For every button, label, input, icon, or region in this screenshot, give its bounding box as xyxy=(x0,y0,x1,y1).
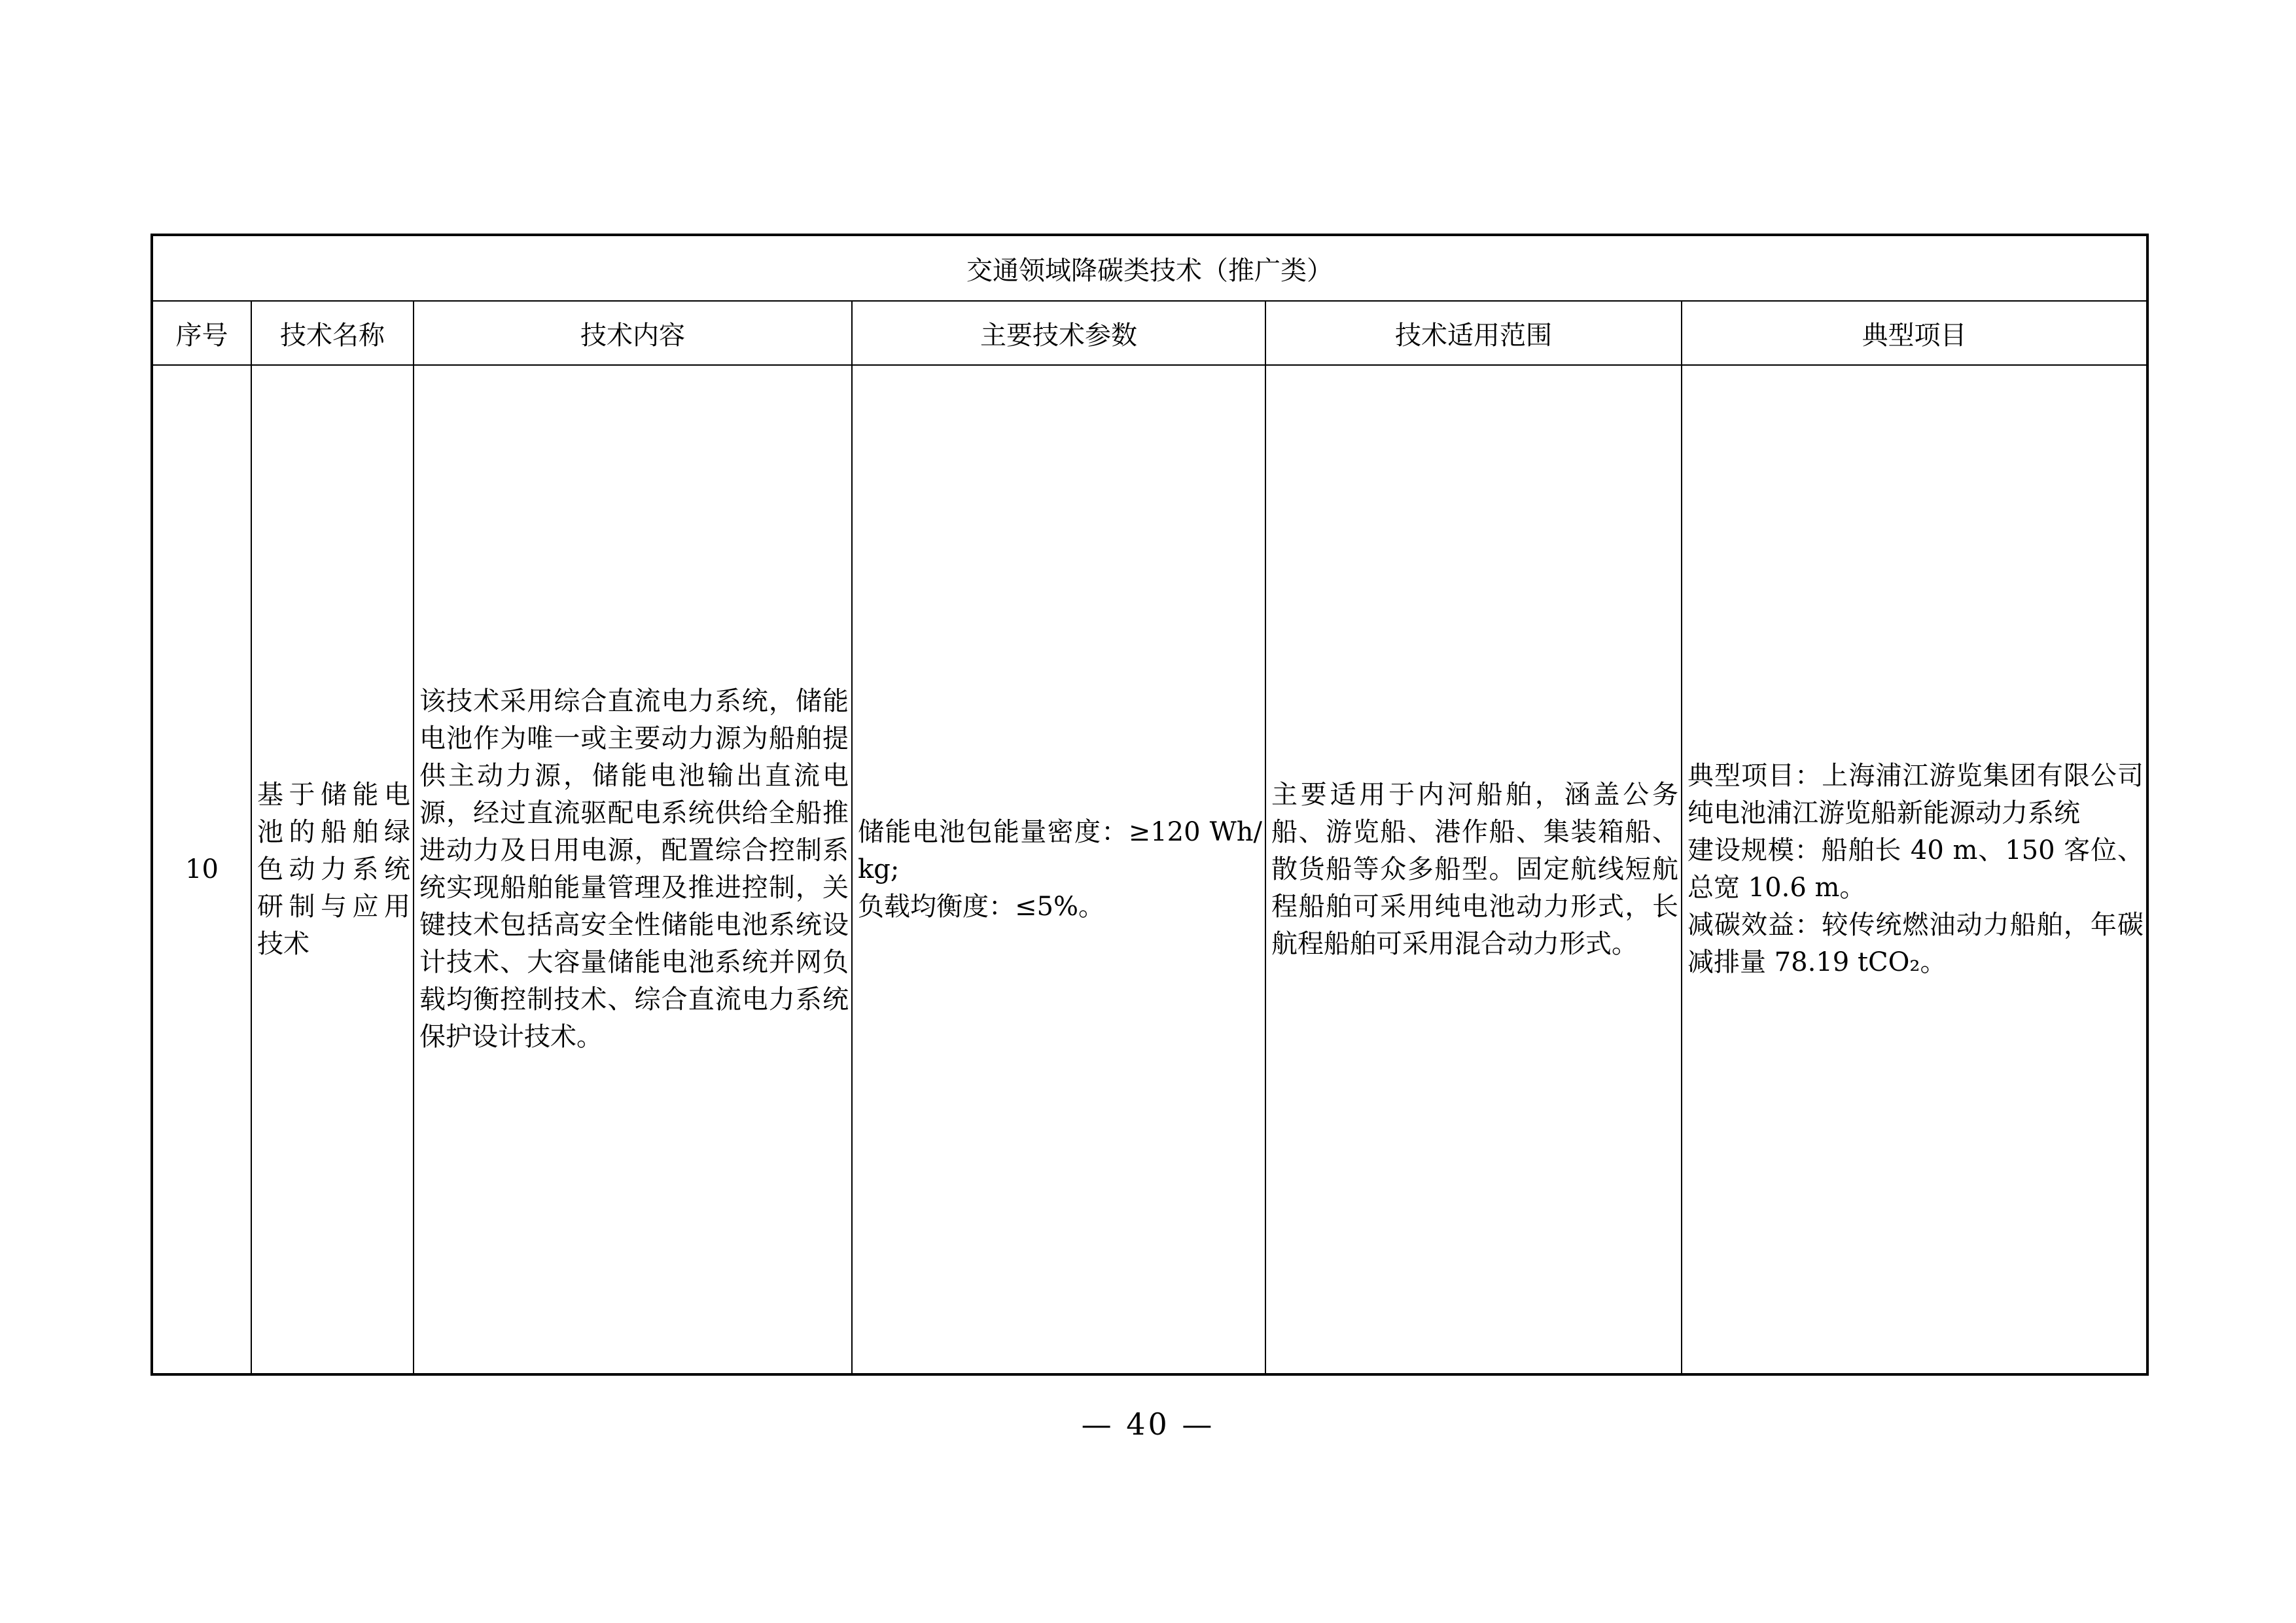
row-tech-content-cell xyxy=(414,365,852,1374)
row-params: 储能电池包能量密度：≥120 Wh/kg; 负载均衡度：≤5%。 xyxy=(858,816,1262,922)
row-scope-cell xyxy=(1265,365,1682,1374)
header-typical-project: 典型项目 xyxy=(1682,301,2147,365)
header-scope: 技术适用范围 xyxy=(1265,301,1682,365)
header-tech-name: 技术名称 xyxy=(251,301,414,365)
row-project-cell xyxy=(1682,365,2147,1374)
header-tech-content: 技术内容 xyxy=(414,301,852,365)
row-tech-name: 基于储能电池的船舶绿色动力系统研制与应用技术 xyxy=(257,779,410,959)
row-tech-content: 该技术采用综合直流电力系统，储能电池作为唯一或主要动力源为船舶提供主动力源，储能电池输出直流电源，经过直流驱配电系统供给全船推进动力及日用电源，配置综合控制系统实现船舶能量管理及推进控制，关键技术包括高安全性储能电池系统设计技术、大容量储能电池系统并网负载均衡控制技术、综合直流电力系统保护设计技术。 xyxy=(419,686,849,1052)
page-number: — 40 — xyxy=(1081,1406,1215,1442)
row-scope: 主要适用于内河船舶，涵盖公务船、游览船、港作船、集装箱船、散货船等众多船型。固定航线短航程船舶可采用纯电池动力形式，长航程船舶可采用混合动力形式。 xyxy=(1271,779,1678,959)
header-index: 序号 xyxy=(152,301,251,365)
row-params-cell xyxy=(852,365,1265,1374)
table-row xyxy=(152,365,2147,1374)
technology-table xyxy=(150,234,2149,1376)
row-tech-name-cell xyxy=(251,365,414,1374)
header-main-params: 主要技术参数 xyxy=(852,301,1265,365)
row-project: 典型项目：上海浦江游览集团有限公司纯电池浦江游览船新能源动力系统 建设规模：船舶长 40 m、150 客位、总宽 10.6 m。 减碳效益：较传统燃油动力船舶，年碳减排量 78.19 tCO₂。 xyxy=(1687,761,2144,977)
table-title: 交通领域降碳类技术（推广类） xyxy=(152,235,2147,301)
row-index: 10 xyxy=(152,365,251,1374)
